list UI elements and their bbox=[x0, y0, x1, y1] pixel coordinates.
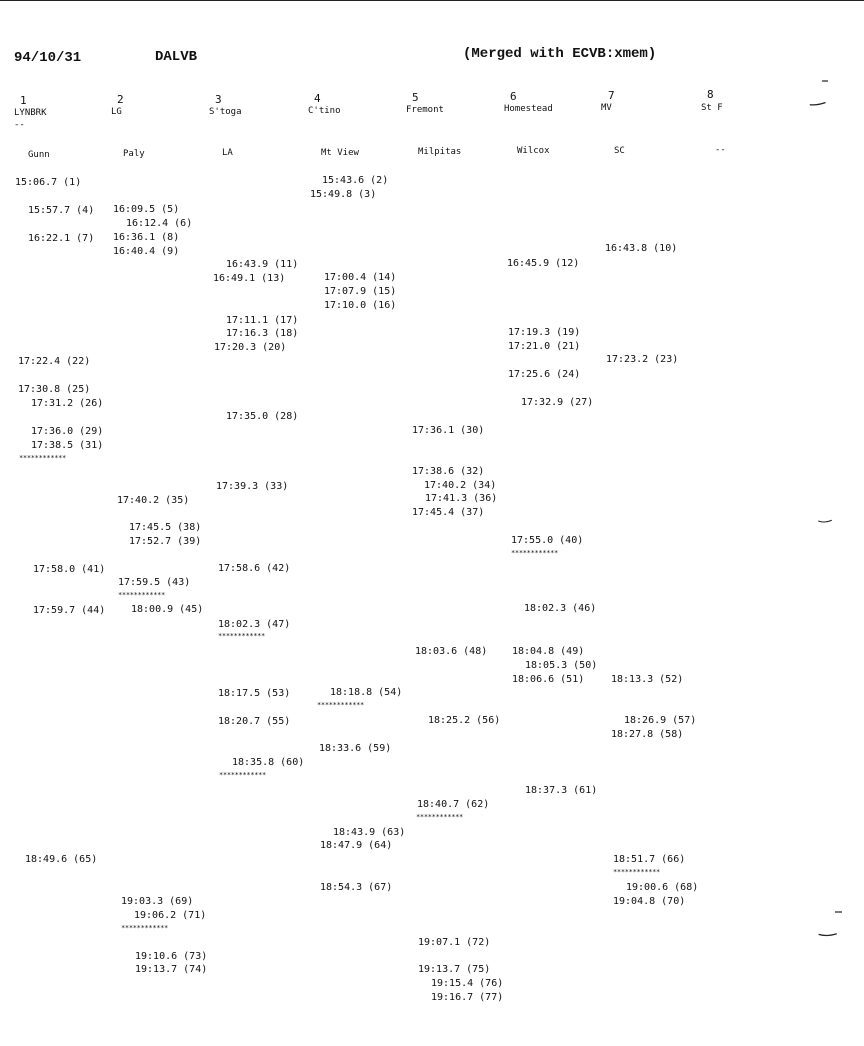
column-subname: -- bbox=[14, 120, 25, 130]
group-separator: ************ bbox=[121, 924, 168, 932]
result-entry: 17:41.3 (36) bbox=[425, 493, 498, 504]
result-entry: 17:31.2 (26) bbox=[31, 398, 104, 409]
column-number: 3 bbox=[215, 93, 222, 106]
result-entry: 17:19.3 (19) bbox=[508, 327, 581, 338]
column-number: 5 bbox=[412, 91, 419, 104]
group-separator: ************ bbox=[19, 454, 66, 462]
column-name: Fremont bbox=[406, 105, 444, 115]
group-separator: ************ bbox=[511, 549, 558, 557]
merge-note: (Merged with ECVB:xmem) bbox=[463, 46, 657, 62]
scan-mark bbox=[815, 518, 835, 524]
group-separator: ************ bbox=[118, 591, 165, 599]
column-name: LYNBRK bbox=[14, 108, 47, 118]
result-entry: 17:21.0 (21) bbox=[508, 341, 581, 352]
result-entry: 17:36.1 (30) bbox=[412, 425, 485, 436]
result-entry: 18:26.9 (57) bbox=[624, 715, 697, 726]
result-entry: 17:36.0 (29) bbox=[31, 426, 104, 437]
result-entry: 17:30.8 (25) bbox=[18, 384, 91, 395]
result-entry: 19:15.4 (76) bbox=[431, 978, 504, 989]
result-entry: 18:02.3 (46) bbox=[524, 603, 597, 614]
result-entry: 19:04.8 (70) bbox=[613, 896, 686, 907]
scan-speck bbox=[830, 910, 850, 916]
result-entry: 15:43.6 (2) bbox=[322, 175, 389, 186]
result-entry: 19:13.7 (75) bbox=[418, 964, 491, 975]
result-entry: 16:43.9 (11) bbox=[226, 259, 299, 270]
scan-mark bbox=[808, 101, 828, 107]
result-entry: 19:00.6 (68) bbox=[626, 882, 699, 893]
result-entry: 18:00.9 (45) bbox=[131, 604, 204, 615]
result-entry: 18:37.3 (61) bbox=[525, 785, 598, 796]
column-name: St F bbox=[701, 103, 723, 113]
result-entry: 17:11.1 (17) bbox=[226, 315, 299, 326]
result-entry: 18:35.8 (60) bbox=[232, 757, 305, 768]
result-entry: 17:59.5 (43) bbox=[118, 577, 191, 588]
column-name: MV bbox=[601, 103, 612, 113]
result-entry: 19:06.2 (71) bbox=[134, 910, 207, 921]
result-entry: 16:40.4 (9) bbox=[113, 246, 180, 257]
column-name: Homestead bbox=[504, 104, 553, 114]
result-entry: 18:33.6 (59) bbox=[319, 743, 392, 754]
result-entry: 16:22.1 (7) bbox=[28, 233, 95, 244]
column-school: LA bbox=[222, 148, 233, 158]
result-entry: 17:59.7 (44) bbox=[33, 605, 106, 616]
result-entry: 19:03.3 (69) bbox=[121, 896, 194, 907]
group-separator: ************ bbox=[219, 771, 266, 779]
group-separator: ************ bbox=[317, 701, 364, 709]
result-entry: 17:20.3 (20) bbox=[214, 342, 287, 353]
column-school: Paly bbox=[123, 149, 145, 159]
column-school: Milpitas bbox=[418, 147, 462, 157]
column-name: C'tino bbox=[308, 106, 341, 116]
result-entry: 17:45.5 (38) bbox=[129, 522, 202, 533]
result-entry: 18:25.2 (56) bbox=[428, 715, 501, 726]
report-date: 94/10/31 bbox=[14, 50, 82, 66]
column-school: Wilcox bbox=[517, 146, 550, 156]
result-entry: 15:49.8 (3) bbox=[310, 189, 377, 200]
result-entry: 17:23.2 (23) bbox=[606, 354, 679, 365]
result-entry: 17:07.9 (15) bbox=[324, 286, 397, 297]
column-number: 2 bbox=[117, 93, 124, 106]
result-entry: 18:05.3 (50) bbox=[525, 660, 598, 671]
result-entry: 15:06.7 (1) bbox=[15, 177, 82, 188]
top-rule bbox=[0, 0, 864, 1]
result-entry: 17:58.6 (42) bbox=[218, 563, 291, 574]
column-name: LG bbox=[111, 107, 122, 117]
result-entry: 16:09.5 (5) bbox=[113, 204, 180, 215]
result-entry: 17:40.2 (34) bbox=[424, 480, 497, 491]
result-entry: 18:43.9 (63) bbox=[333, 827, 406, 838]
column-number: 4 bbox=[314, 92, 321, 105]
group-separator: ************ bbox=[613, 868, 660, 876]
column-school: -- bbox=[715, 145, 726, 155]
result-entry: 18:03.6 (48) bbox=[415, 646, 488, 657]
result-entry: 19:16.7 (77) bbox=[431, 992, 504, 1003]
column-number: 1 bbox=[20, 94, 27, 107]
column-school: Mt View bbox=[321, 148, 359, 158]
result-entry: 17:38.6 (32) bbox=[412, 466, 485, 477]
result-entry: 18:49.6 (65) bbox=[25, 854, 98, 865]
result-entry: 15:57.7 (4) bbox=[28, 205, 95, 216]
result-entry: 18:02.3 (47) bbox=[218, 619, 291, 630]
result-entry: 18:47.9 (64) bbox=[320, 840, 393, 851]
result-entry: 17:58.0 (41) bbox=[33, 564, 106, 575]
result-entry: 17:38.5 (31) bbox=[31, 440, 104, 451]
result-entry: 18:40.7 (62) bbox=[417, 799, 490, 810]
column-name: S'toga bbox=[209, 107, 242, 117]
result-entry: 17:52.7 (39) bbox=[129, 536, 202, 547]
result-entry: 17:32.9 (27) bbox=[521, 397, 594, 408]
result-entry: 16:49.1 (13) bbox=[213, 273, 286, 284]
result-entry: 18:51.7 (66) bbox=[613, 854, 686, 865]
result-entry: 17:25.6 (24) bbox=[508, 369, 581, 380]
result-entry: 17:35.0 (28) bbox=[226, 411, 299, 422]
column-number: 7 bbox=[608, 89, 615, 102]
result-entry: 19:13.7 (74) bbox=[135, 964, 208, 975]
result-entry: 16:36.1 (8) bbox=[113, 232, 180, 243]
column-number: 6 bbox=[510, 90, 517, 103]
result-entry: 16:45.9 (12) bbox=[507, 258, 580, 269]
column-school: Gunn bbox=[28, 150, 50, 160]
result-entry: 16:12.4 (6) bbox=[126, 218, 193, 229]
result-entry: 18:04.8 (49) bbox=[512, 646, 585, 657]
result-entry: 17:00.4 (14) bbox=[324, 272, 397, 283]
result-entry: 18:13.3 (52) bbox=[611, 674, 684, 685]
scan-mark bbox=[818, 932, 838, 938]
result-entry: 17:22.4 (22) bbox=[18, 356, 91, 367]
column-school: SC bbox=[614, 146, 625, 156]
result-entry: 17:55.0 (40) bbox=[511, 535, 584, 546]
scan-speck bbox=[818, 79, 838, 85]
result-entry: 19:07.1 (72) bbox=[418, 937, 491, 948]
group-separator: ************ bbox=[218, 632, 265, 640]
result-entry: 18:54.3 (67) bbox=[320, 882, 393, 893]
result-entry: 17:40.2 (35) bbox=[117, 495, 190, 506]
result-entry: 18:27.8 (58) bbox=[611, 729, 684, 740]
result-entry: 17:39.3 (33) bbox=[216, 481, 289, 492]
group-separator: ************ bbox=[416, 813, 463, 821]
result-entry: 16:43.8 (10) bbox=[605, 243, 678, 254]
result-entry: 17:45.4 (37) bbox=[412, 507, 485, 518]
result-entry: 19:10.6 (73) bbox=[135, 951, 208, 962]
result-entry: 18:20.7 (55) bbox=[218, 716, 291, 727]
result-entry: 18:17.5 (53) bbox=[218, 688, 291, 699]
report-code: DALVB bbox=[155, 49, 198, 65]
result-entry: 17:10.0 (16) bbox=[324, 300, 397, 311]
result-entry: 18:06.6 (51) bbox=[512, 674, 585, 685]
result-entry: 18:18.8 (54) bbox=[330, 687, 403, 698]
column-number: 8 bbox=[707, 88, 714, 101]
result-entry: 17:16.3 (18) bbox=[226, 328, 299, 339]
